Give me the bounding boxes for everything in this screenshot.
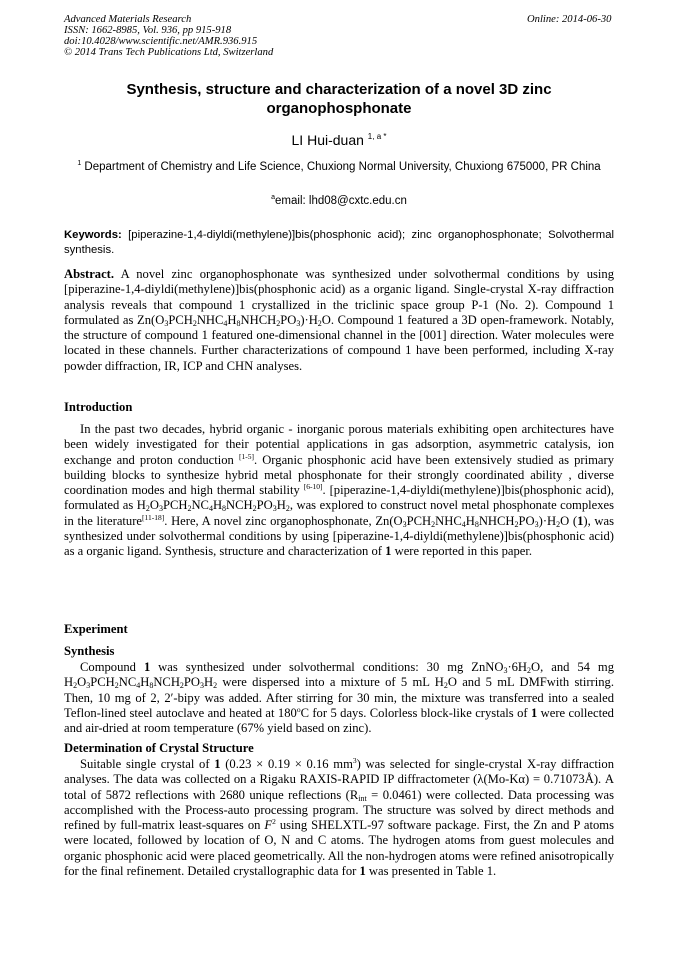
abstract-label: Abstract.	[64, 267, 115, 281]
journal-name: Advanced Materials Research	[64, 14, 192, 25]
doi-line: doi:10.4028/www.scientific.net/AMR.936.915	[64, 36, 258, 47]
author-line	[64, 128, 614, 149]
crystal-structure-paragraph: Suitable single crystal of 1 (0.23 × 0.19 × 0.16 $mm^3$) was selected for single-crystal X-ray diffraction analyses. The data was collected on a Rigaku RAXIS-RAPID IP diffractometer (λ(Mo-Kα) = 0.71073Å). A total of 5872 reflections with 2680 unique reflections $(R_{int} = 0.0461)$ were collected. Data processing was accomplished with the Process-auto processing program. The structure was solved by direct methods and refined by full-matrix least-squares on $F^2$ using SHELXTL-97 software package. First, the Zn and P atoms were located, followed by location of O, N and C atoms. The hydrogen atoms from guest molecules and organic phosphonic acid were placed geometrically. All the non-hydrogen atoms were refined anisotropically for the final refinement. Detailed crystallographic data for 1 was presented in Table 1.	[64, 756, 615, 879]
email-text: email: lhd08@cxtc.edu.cn	[275, 195, 407, 207]
copyright-line: © 2014 Trans Tech Publications Ltd, Switzerland	[64, 47, 274, 58]
keywords-label: Keywords:	[64, 229, 122, 241]
online-date: Online: 2014-06-30	[527, 14, 612, 25]
introduction-paragraph: In the past two decades, hybrid organic - inorganic porous materials exhibiting open architectures have been widely investigated for their potential applications in gas adsorption, asymmetric catalysis, ion exchange and proton conduction [1-5]. Organic phosphonic acid have been extensively studied as primary building blocks to synthesize hybrid metal phosphonate for their strongly coordinated ability , diverse coordination modes and high thermal stability [6-10]. [piperazine-1,4-diyldi(methylene)]bis(phosphonic acid), formulated as $H_2O_3PCH_2NC_4H_8NCH_2PO_3H_2$, was explored to construct novel metal phosphonate complexes in the literature[11-18]. Here, A novel zinc organophosphonate, $Zn(O_3PCH_2NHC_4H_8NHCH_2PO_3)\cdot H_2O$ (1), was synthesized under solvothermal conditions by using [piperazine-1,4-diyldi(methylene)]bis(phosphonic acid) as a organic ligand. Synthesis, structure and characterization of 1 were reported in this paper.	[64, 422, 615, 559]
affiliation	[64, 157, 614, 175]
author-superscript: 1, a *	[367, 132, 387, 141]
experiment-heading: Experiment	[64, 622, 128, 636]
paper-title: Synthesis, structure and characterization of a novel 3D zinc organophosphonate	[126, 81, 552, 117]
synthesis-paragraph: Compound 1 was synthesized under solvothermal conditions: 30 mg $ZnNO_3\cdot 6H_2O$, and 54 mg $H_2O_3PCH_2NC_4H_8NCH_2PO_3H_2$ were dispersed into a mixture of 5 mL $H_2O$ and 5 mL DMFwith stirring. Then, 10 mg of 2, 2′-bipy was added. After stirring for 30 min, the mixture was transferred into a sealed Teflon-lined steel autoclave and heated at 180$^o$C for 5 days. Colorless block-like crystals of 1 were collected and air-dried at room temperature (67% yield based on zinc).	[64, 660, 614, 736]
crystal-structure-heading: Determination of Crystal Structure	[64, 741, 254, 755]
abstract-paragraph: Abstract. A novel zinc organophosphonate was synthesized under solvothermal conditions by using [piperazine-1,4-diyldi(methylene)]bis(phosphonic acid) as a organic ligand. Single-crystal X-ray diffraction analysis reveals that compound 1 crystallized in the triclinic space group P-1 (No. 2). Compound 1 formulated as $Zn(O_3PCH_2NHC_4H_8NHCH_2PO_3)\cdot H_2O$. Compound 1 featured a 3D open-framework. Notably, the structure of compound 1 featured one-dimensional channel in the [001] direction. Water molecules were located in these channels. Further characterizations of compound 1 have been performed, including X-ray powder diffraction, IR, ICP and CHN analyses.	[64, 267, 614, 373]
author-name: LI Hui-duan	[291, 132, 364, 148]
synthesis-heading: Synthesis	[64, 644, 115, 658]
affiliation-superscript: 1	[77, 160, 82, 167]
issn-line: ISSN: 1662-8985, Vol. 936, pp 915-918	[64, 25, 232, 36]
affiliation-text: Department of Chemistry and Life Science, Chuxiong Normal University, Chuxiong 675000, PR China	[84, 161, 601, 173]
keywords	[64, 228, 614, 259]
email-line	[64, 191, 614, 208]
email-superscript: a	[271, 194, 276, 201]
keywords-text: [piperazine-1,4-diyldi(methylene)]bis(phosphonic acid); zinc organophosphonate; Solvothermal synthesis.	[64, 229, 614, 257]
introduction-heading: Introduction	[64, 400, 133, 414]
